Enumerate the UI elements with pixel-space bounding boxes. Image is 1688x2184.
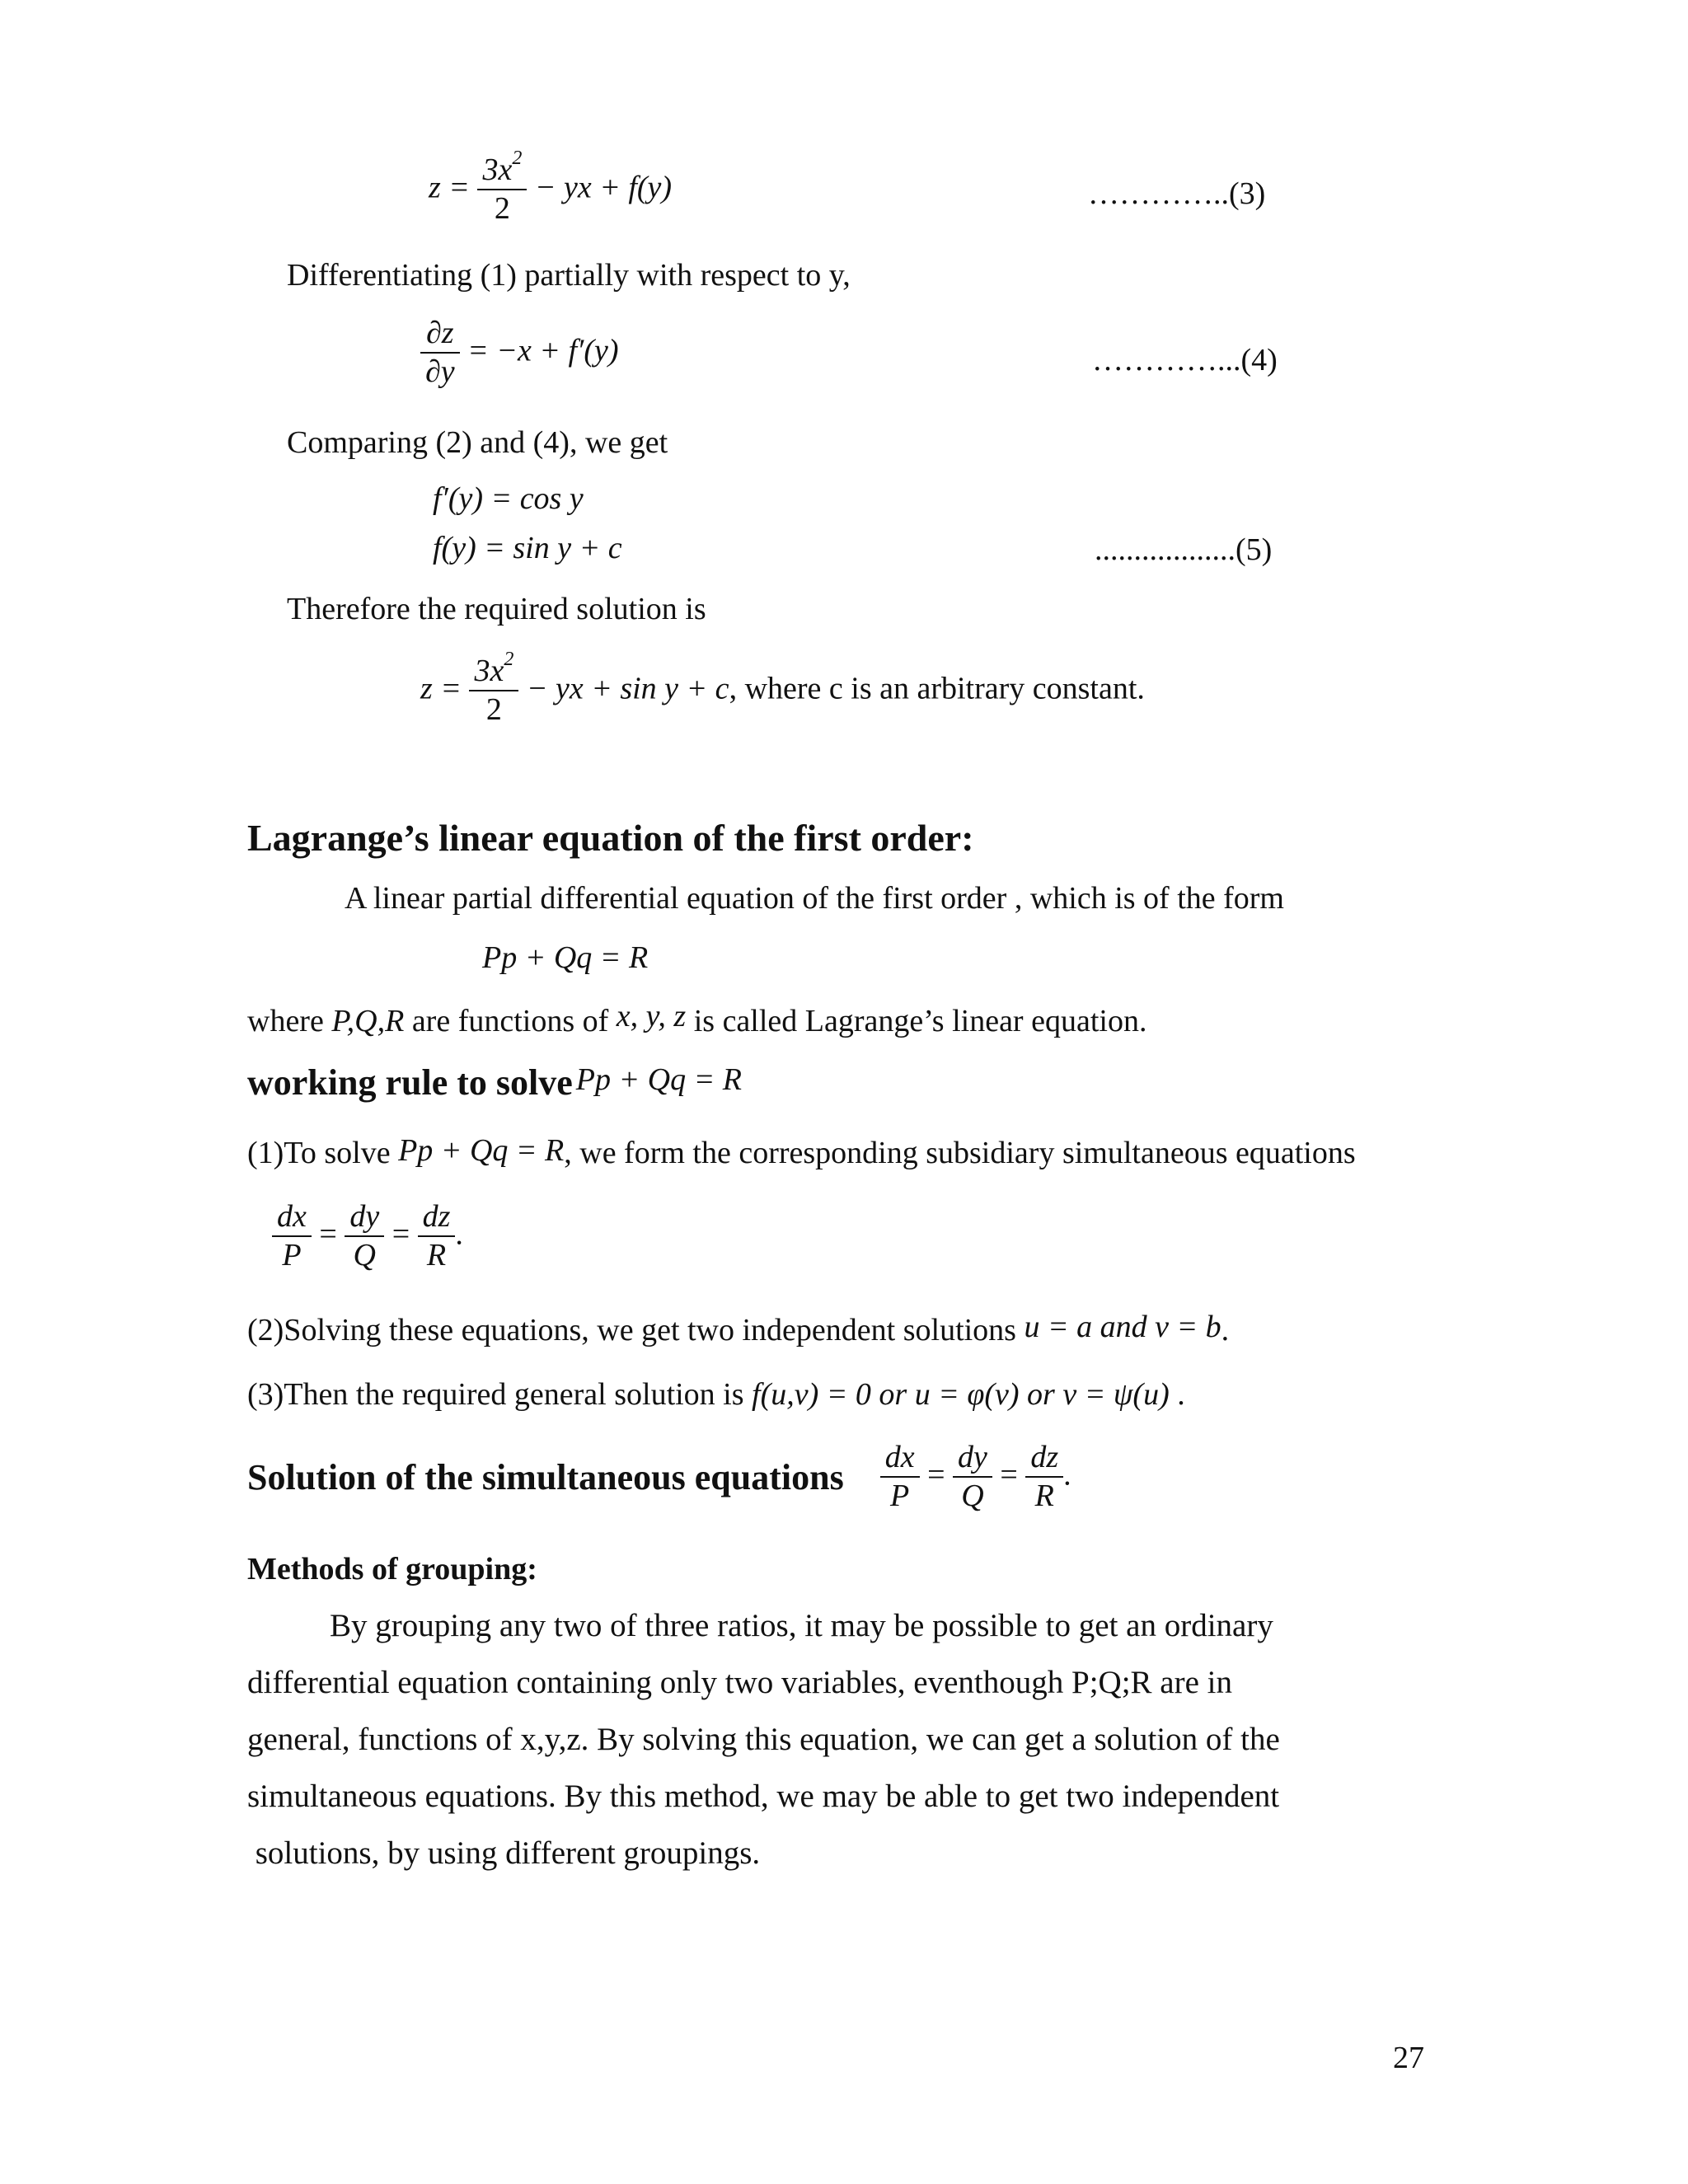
line-differentiating: Differentiating (1) partially with respect to y, [287, 258, 851, 293]
equation-4 [420, 316, 619, 391]
page-number: 27 [1393, 2041, 1424, 2075]
step-2: (2)Solving these equations, we get two independent solutions u = a and v = b. [247, 1310, 1230, 1347]
paragraph-line: differential equation containing only two variables, eventhough P;Q;R are in [247, 1665, 1232, 1700]
eq3-lhs: z = [429, 170, 470, 205]
equation-solution: z = $\frac{3x^2}{2}$ − yx + sin y + c, where c is an arbitrary constant. [420, 654, 1145, 729]
paragraph-line: general, functions of x,y,z. By solving this equation, we can get a solution of the [247, 1722, 1280, 1757]
step-1: (1)To solve Pp + Qq = R, we form the corresponding subsidiary simultaneous equations [247, 1133, 1356, 1170]
heading-working-rule: working rule to solve Pp + Qq = R [247, 1062, 742, 1103]
equation-5b: f(y) = sin y + c [433, 531, 622, 565]
methods-paragraph [247, 1597, 1484, 1882]
heading-methods: Methods of grouping: [247, 1552, 537, 1586]
paragraph-line: solutions, by using different groupings. [247, 1835, 761, 1871]
lagrange-intro: A linear partial differential equation of the first order , which is of the form [345, 881, 1284, 916]
eq4-rest: = −x + f′(y) [467, 333, 619, 368]
equation-3 [429, 148, 673, 227]
paragraph-line: By grouping any two of three ratios, it may be possible to get an ordinary [330, 1608, 1273, 1643]
line-therefore: Therefore the required solution is [287, 592, 706, 626]
equation-4-tag: …………...(4) [1092, 343, 1278, 377]
heading-lagrange: Lagrange’s linear equation of the first order: [247, 817, 974, 859]
step-3: (3)Then the required general solution is f(u,v) = 0 or u = φ(v) or v = ψ(u) . [247, 1377, 1185, 1412]
eq3-fraction: $\frac{3x^2}{2}$ [477, 152, 527, 227]
heading-solution: Solution of the simultaneous equations $\frac{dx}{P}$ = $\frac{dy}{Q}$ = $\frac{dz}{R}$ . [247, 1440, 1071, 1515]
line-comparing: Comparing (2) and (4), we get [287, 425, 668, 460]
subsidiary-equations: $\frac{dx}{P}$ = $\frac{dy}{Q}$ = $\frac{dz}{R}$ . [272, 1199, 463, 1274]
where-line: where P,Q,R are functions of x, y, z is called Lagrange’s linear equation. [247, 999, 1147, 1038]
equation-5-tag: ..................(5) [1095, 532, 1273, 567]
eq4-fraction: $\frac{\partial z}{\partial y}$ [420, 316, 460, 391]
solution-fraction: $\frac{3x^2}{2}$ [469, 654, 518, 729]
heading-ratios: $\frac{dx}{P}$ = $\frac{dy}{Q}$ = $\frac{dz}{R}$ . [880, 1440, 1071, 1515]
equation-5a: f′(y) = cos y [433, 481, 584, 516]
paragraph-line: simultaneous equations. By this method, we may be able to get two independent [247, 1779, 1280, 1814]
equation-lagrange: Pp + Qq = R [482, 940, 649, 975]
equation-3-tag: …………..(3) [1088, 176, 1266, 211]
eq3-rest: − yx + f(y) [534, 170, 673, 205]
